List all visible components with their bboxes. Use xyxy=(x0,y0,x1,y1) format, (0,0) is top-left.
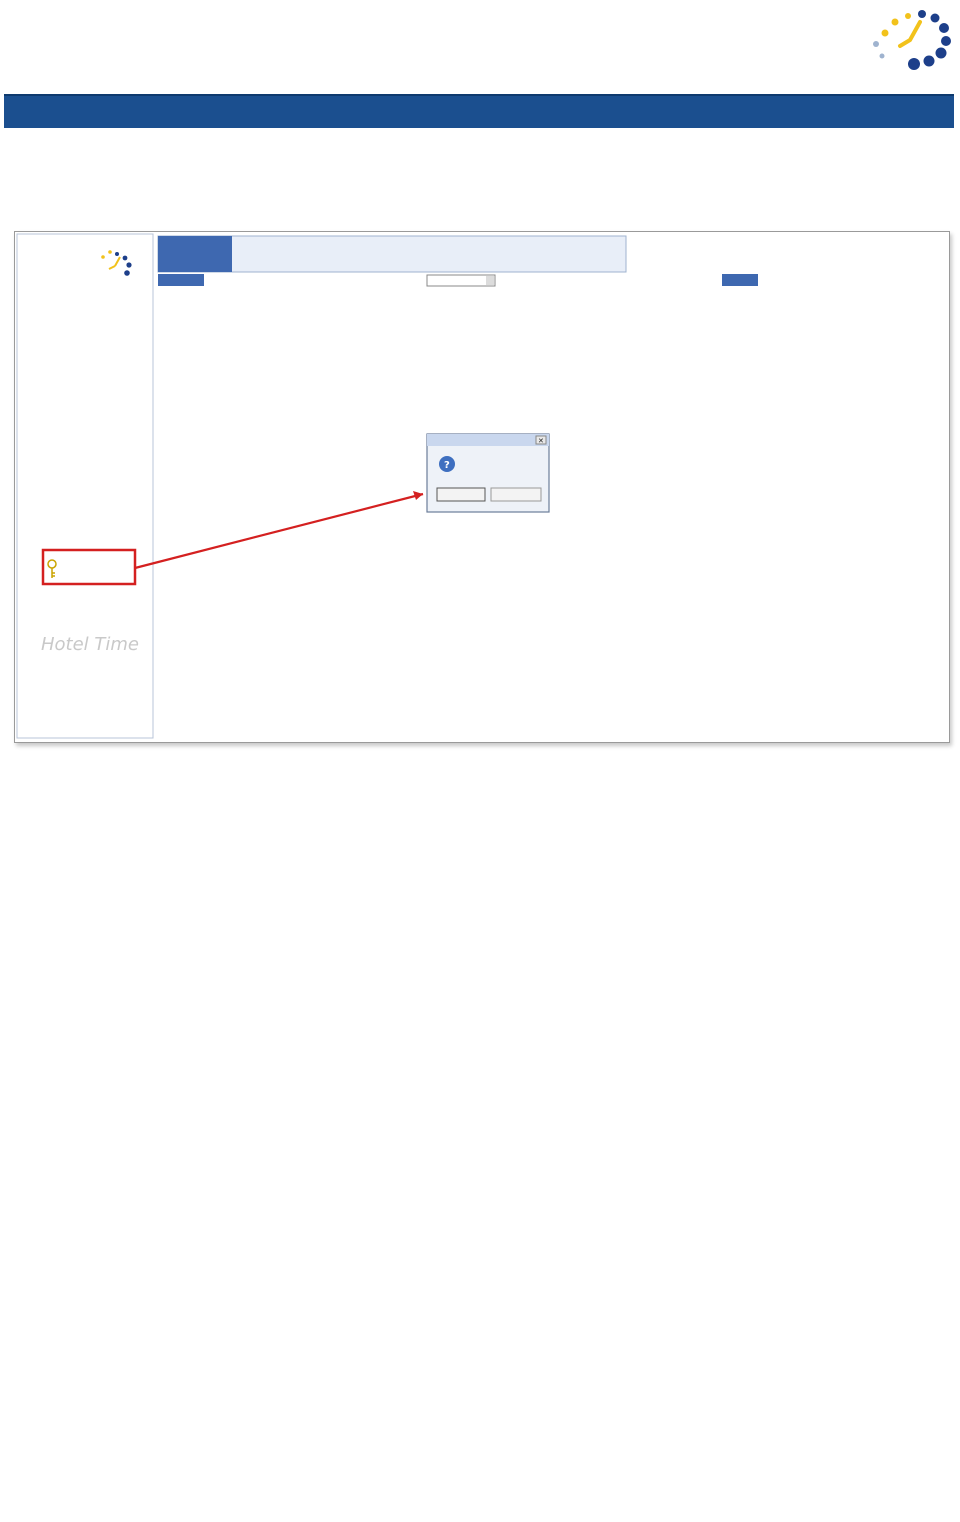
dialog-ok-button[interactable] xyxy=(437,488,485,501)
application-screenshot xyxy=(14,231,950,743)
close-icon[interactable]: ✕ xyxy=(538,437,544,445)
annotation-arrow xyxy=(135,494,423,568)
logout-confirm-dialog xyxy=(427,434,549,512)
chevron-down-icon[interactable] xyxy=(486,276,494,285)
hoteltime-logo-icon xyxy=(862,4,954,72)
hotel-select[interactable] xyxy=(427,275,495,286)
prev-button[interactable] xyxy=(158,274,204,286)
watermark-logo: Hotel Time xyxy=(41,634,140,655)
section-heading-bar xyxy=(4,94,954,128)
next-button[interactable] xyxy=(722,274,758,286)
screenshot-canvas xyxy=(15,232,949,742)
question-mark-glyph: ? xyxy=(444,460,450,471)
dialog-cancel-button[interactable] xyxy=(491,488,541,501)
user-highlight-box xyxy=(43,550,135,584)
